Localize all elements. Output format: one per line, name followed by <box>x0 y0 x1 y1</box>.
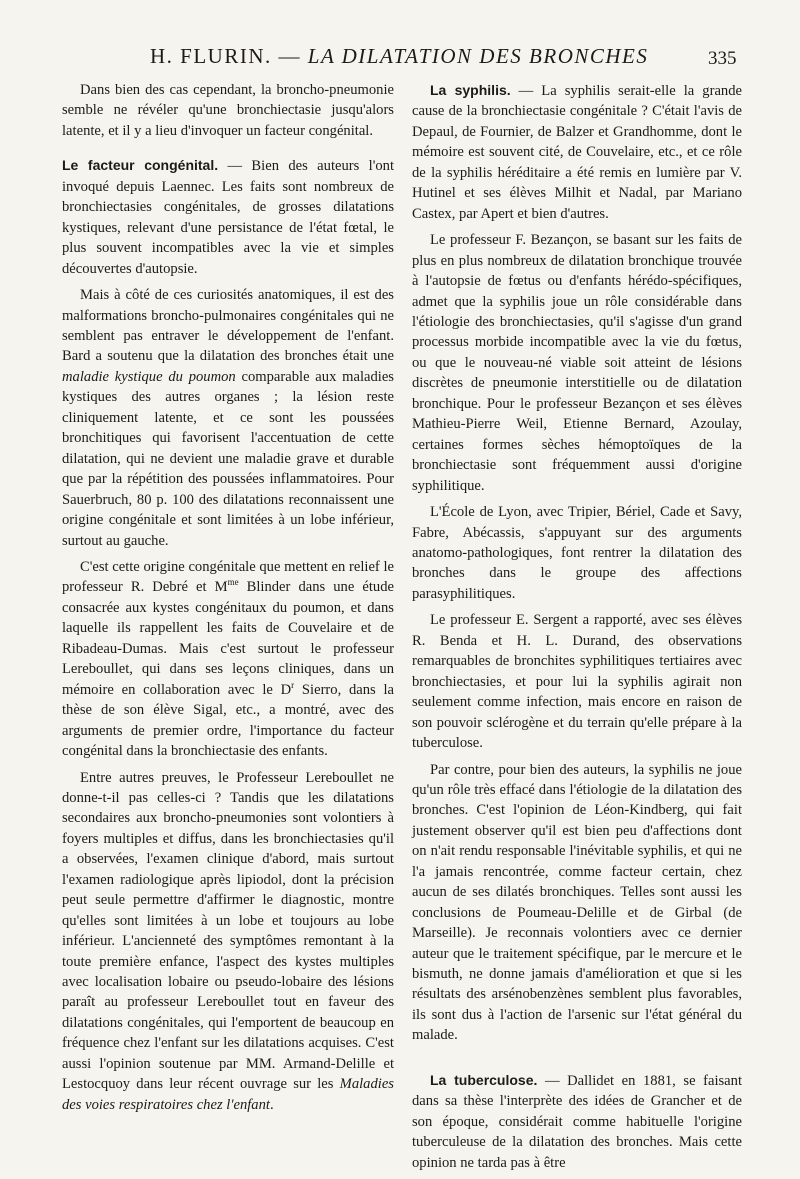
page-number: 335 <box>708 48 737 69</box>
section-syphilis <box>412 80 742 224</box>
paragraph-text: Sierro, dans la thèse de son élève Sigal, etc., a montré, avec des arguments de premier ordre, l'importance du facteur congénital dans la bronchiectasie des enfants. <box>62 681 395 760</box>
running-title <box>150 44 648 69</box>
paragraph <box>62 768 394 1116</box>
paragraph <box>412 502 742 604</box>
section-heading: La syphilis. <box>430 82 511 98</box>
paragraph-text: — Dallidet en 1881, se faisant dans sa thèse l'interprète des idées de Grancher et de son époque, considérait comme habituelle l'origine tuberculeuse de la dilatation des bronches. Mais cette opinion ne tarda pas à être <box>412 1072 743 1171</box>
paragraph-text: — Bien des auteurs l'ont invoqué depuis Laennec. Les faits sont nombreux de bronchiectasies congénitales, de grosses dilatations kystiques, relevant d'une persistance de l'état fœtal, le plus souvent incompatibles avec la vie et simples découvertes d'autopsie. <box>62 158 395 277</box>
section-heading: La tuberculose. <box>430 1071 538 1088</box>
italic-book-title: Maladies des voies respiratoires chez l'enfant <box>62 1076 394 1113</box>
paragraph <box>62 557 394 762</box>
paragraph-text: comparable aux maladies kystiques des autres organes ; la lésion reste cliniquement latente, et ce sont les poussées bronchitiques qui favorisent l'accentuation de cette dilatation, qui ne devient une maladie grave et durable que par la répétition des poussées inflammatoires. Pour Sauerbruch, 80 p. 100 des dilatations reconnaissent une origine congénitale et sont limitées à un lobe inférieur, surtout au gauche. <box>62 368 394 549</box>
header-title: LA DILATATION DES BRONCHES <box>307 44 649 68</box>
paragraph-text: — La syphilis serait-elle la grande cause de la bronchiectasie congénitale ? C'était l'avis de Depaul, de Fournier, de Balzer et Grandhomme, dont le mémoire est souvent cité, de Couvelaire, etc., et ce rôle de la syphilis héréditaire a été remis en lumière par V. Hutinel et ses élèves Milhit et Nadal, par Mariano Castex, par Apert et bien d'autres. <box>412 83 742 222</box>
paragraph-text: Le professeur F. Bezançon, se basant sur les faits de plus en plus nombreux de dilatation bronchique trouvée à l'autopsie de fœtus ou d'enfants hérédo-spécifiques, admet que la syphilis joue un rôle considérable dans l'étiologie des bronchiectasies, qu'il s'agisse d'un grand processus morbide incompatible avec la vie du fœtus, ou que le nouveau-né viable soit atteint de lésions discrètes de pneumonie interstitielle ou de dilatation bronchique. Pour le professeur Bezançon et ses élèves Mathieu-Pierre Weil, Etienne Bernard, Azoulay, certaines formes sèches hémoptoïques de la bronchiectasie sont fréquemment aussi d'origine syphilitique. <box>412 232 742 494</box>
superscript: me <box>227 577 239 588</box>
paragraph-text: L'École de Lyon, avec Tripier, Bériel, Cade et Savy, Fabre, Abécassis, s'appuyant sur des arguments anatomo-pathologiques, font rentrer la dilatation des bronches dans le groupe des affections parasyphilitiques. <box>412 504 742 602</box>
paragraph-text: C'est cette origine congénitale que mettent en relief le professeur R. Debré et M <box>62 558 394 596</box>
paragraph-text: . <box>269 1096 274 1113</box>
paragraph-text: Blinder dans une étude consacrée aux kystes congénitaux du poumon, et dans laquelle ils rappellent les faits de Couvelaire et de Ribadeau-Dumas. Mais c'est surtout le professeur Lereboullet, qui dans ses leçons cliniques, dans un mémoire en collaboration avec le D <box>62 579 394 698</box>
paragraph <box>62 80 394 141</box>
right-column <box>412 80 742 1179</box>
paragraph-text: Entre autres preuves, le Professeur Lereboullet ne donne-t-il pas celles-ci ? Tandis que les dilatations secondaires aux broncho-pneumonies sont volontiers à foyers multiples et diffus, dans les bronchiectasies qu'il a observées, l'examen clinique d'abord, mais surtout l'examen radiologique après lipiodol, dont la précision peut seule permettre d'affirmer le diagnostic, montre qu'elles sont limitées à un lobe et toujours au lobe inférieur. L'ancienneté des symptômes remontant à la toute première enfance, l'aspect des kystes multiples avec localisation lobaire ou pseudo-lobaire des lésions paraît au professeur Lereboullet tout en faveur des dilatations congénitales, qui l'emportent de beaucoup en fréquence chez l'enfant sur les dilatations acquises. C'est aussi l'opinion soutenue par MM. Armand-Delille et Lestocquoy dans leur récent ouvrage sur les <box>62 769 394 1093</box>
left-column <box>62 80 394 1121</box>
paragraph <box>412 610 742 753</box>
superscript: r <box>291 679 295 690</box>
section-facteur-congenital <box>62 155 394 279</box>
italic-term: maladie kystique du poumon <box>62 368 236 385</box>
section-heading: Le facteur congénital. <box>62 157 219 174</box>
paragraph <box>412 760 742 1046</box>
paragraph-text: Par contre, pour bien des auteurs, la syphilis ne joue qu'un rôle très effacé dans l'étiologie de la dilatation des bronches. C'est l'opinion de Léon-Kindberg, qui fait justement observer qu'il est bien peu d'affections dont on n'ait rendu responsable l'inévitable syphilis, et qui ne l'a jamais rencontrée, comme facteur certain, chez aucun de ses dilatés bronchiques. Telles sont aussi les conclusions de Poumeau-Delille et de Girbal (de Marseille). Je reconnais volontiers avec ce dernier auteur que le traitement spécifique, par le mercure et le bismuth, ne donne jamais d'amélioration et que si les résultats des arsénobenzènes semblent plus favorables, ils sont dus à l'action de l'arsenic sur l'état général du malade. <box>412 761 742 1044</box>
paragraph-text: Dans bien des cas cependant, la broncho-pneumonie semble ne révéler qu'une bronchiectasie jusqu'alors latente, et il y a lieu d'invoquer un facteur congénital. <box>62 82 394 139</box>
paragraph-text: Mais à côté de ces curiosités anatomiques, il est des malformations broncho-pulmonaires congénitales qui ne semblent pas entraver le développement de l'enfant. Bard a soutenu que la dilatation des bronches était une <box>62 287 394 365</box>
section-tuberculose <box>412 1070 742 1173</box>
paragraph <box>412 230 742 496</box>
running-header <box>0 44 800 74</box>
header-author: H. FLURIN. <box>150 44 272 68</box>
paragraph-text: Le professeur E. Sergent a rapporté, avec ses élèves R. Benda et H. L. Durand, des observations remarquables de bronchites syphilitiques tertiaires avec bronchiectasies, et pour lui la syphilis agirait non seulement comme infection, mais encore en raison de son pouvoir sclérogène et du terrain qu'elle prépare à la tuberculose. <box>412 612 742 752</box>
header-separator: — <box>271 44 308 68</box>
paragraph <box>62 285 394 551</box>
